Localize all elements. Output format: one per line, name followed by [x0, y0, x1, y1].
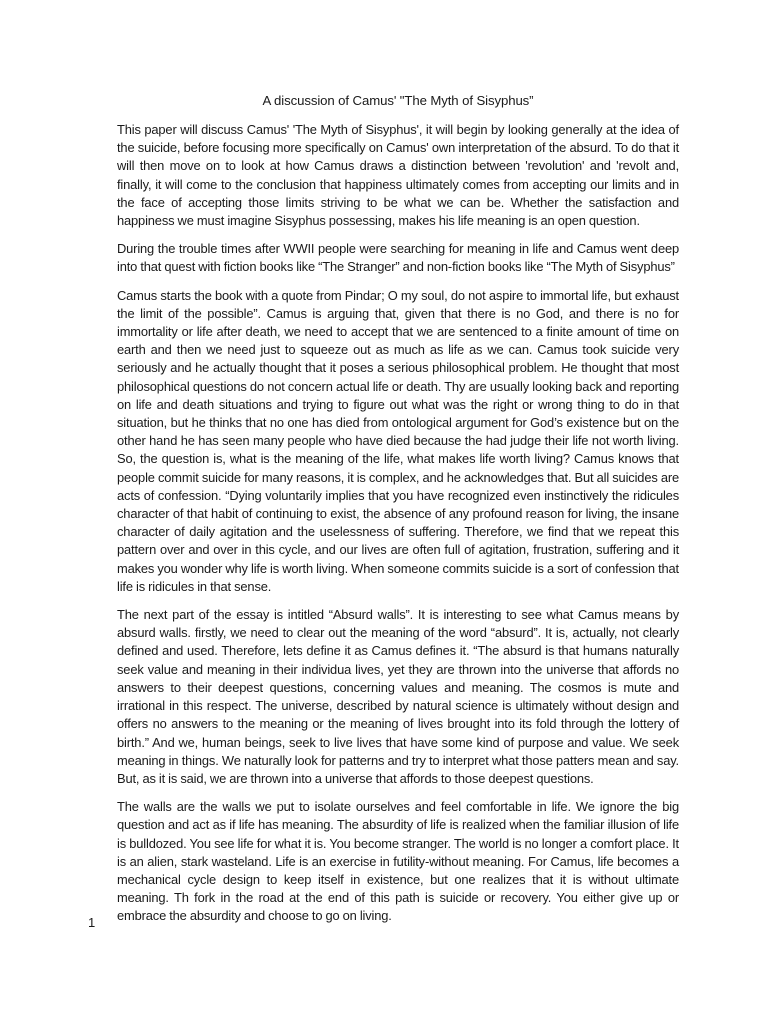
paragraph-intro: This paper will discuss Camus' 'The Myth of Sisyphus', it will begin by looking generally at the idea of the suicide, before focusing more specifically on Camus' own interpretation of the absurd. To do that it will then move on to look at how Camus draws a distinction between 'revolution' and 'revolt and, finally, it will come to the conclusion that happiness ultimately comes from accepting our limits and in the face of accepting those limits striving to be what we can be. Whether the satisfaction and happiness we must imagine Sisyphus possessing, makes his life meaning is an open question. — [117, 122, 679, 229]
document-body — [117, 92, 679, 936]
paragraph-absurd-walls: The next part of the essay is intitled “Absurd walls”. It is interesting to see what Camus means by absurd walls. firstly, we need to clear out the meaning of the word “absurd”. It is, actually, not clearly defined and used. Therefore, lets define it as Camus defines it. “The absurd is that humans naturally seek value and meaning in their individua lives, yet they are thrown into the universe that affords no answers to their deepest questions, concerning values and meaning. The cosmos is mute and irrational in this respect. The universe, described by natural science is ultimately without design and offers no answers to the meaning or the meaning of lives brought into its fold through the lottery of birth.” And we, human beings, seek to live lives that have some kind of purpose and value. We seek meaning in things. We naturally look for patterns and try to interpret what those patters mean and say. But, as it is said, we are thrown into a universe that affords to those deepest questions. — [117, 607, 679, 786]
page-number: 1 — [88, 915, 96, 930]
document-title: A discussion of Camus' "The Myth of Sisyphus” — [262, 93, 534, 108]
paragraph-suicide: Camus starts the book with a quote from Pindar; O my soul, do not aspire to immortal life, but exhaust the limit of the possible”. Camus is arguing that, given that there is no God, and there is no for immortality or life after death, we need to accept that we are sentenced to a finite amount of time on earth and then we need just to squeeze out as much as life as we can. Camus took suicide very seriously and he actually thought that it poses a serious philosophical problem. He thought that most philosophical questions do not concern actual life or death. Thy are usually looking back and reporting on life and death situations and trying to figure out what was the right or wrong thing to do in that situation, but he thinks that no one has died from ontological argument for God’s existence but on the other hand he has seen many people who have died because the had judge their life not worth living. So, the question is, what is the meaning of the life, what makes life worth living? Camus knows that people commit suicide for many reasons, it is complex, and he acknowledges that. But all suicides are acts of confession. “Dying voluntarily implies that you have recognized even instinctively the ridicules character of that habit of continuing to exist, the absence of any profound reason for living, the insane character of daily agitation and the uselessness of suffering. Therefore, we find that we repeat this pattern over and over in this cycle, and our lives are often full of agitation, frustration, suffering and it makes you wonder why life is worth living. When someone commits suicide is a sort of confession that life is ridicules in that sense. — [117, 287, 679, 594]
paragraph-walls-meaning: The walls are the walls we put to isolate ourselves and feel comfortable in life. We ignore the big question and act as if life has meaning. The absurdity of life is realized when the familiar illusion of life is bulldozed. You see life for what it is. You become stranger. The world is no longer a comfort place. It is an alien, stark wasteland. Life is an exercise in futility-without meaning. For Camus, life becomes a mechanical cycle design to keep itself in existence, but one realizes that it is without ultimate meaning. Th fork in the road at the end of this path is suicide or recovery. You either give up or embrace the absurdity and choose to go on living. — [117, 799, 679, 924]
paragraph-context: During the trouble times after WWII people were searching for meaning in life and Camus went deep into that quest with fiction books like “The Stranger” and non-fiction books like “The Myth of Sisyphus” — [117, 241, 679, 275]
